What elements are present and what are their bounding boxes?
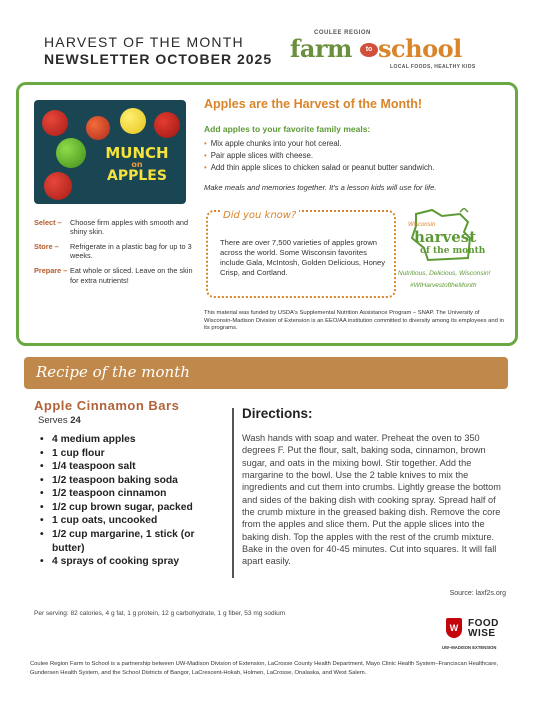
directions-title: Directions: [242, 406, 313, 421]
tip-key: Store – [34, 242, 59, 252]
header-subtitle: NEWSLETTER OCTOBER 2025 [44, 51, 273, 67]
harvest-logo-tagline: Nutritious, Delicious, Wisconsin! [398, 270, 491, 277]
tip-key: Prepare – [34, 266, 68, 276]
harvest-logo-word: harvest [414, 228, 477, 246]
recipe-band [24, 357, 508, 389]
logo-region-text: COULEE REGION [314, 30, 371, 36]
tip-key: Select – [34, 218, 62, 227]
uw-crest-icon: W [446, 618, 462, 638]
wisconsin-harvest-logo [398, 208, 510, 304]
tip-store [34, 242, 194, 260]
directions-text: Wash hands with soap and water. Preheat the oven to 350 degrees F. Put the flour, salt, baking soda, cinnamon, brown sugar, and oats in the mixing bowl. Stir together. Add the margarine to the bowl. Use the 2 table knives to mix the ingredients and cut them into crumbs. Lightly grease the bottom and sides of the baking dish with cooking spray. Spread half of the crumb mixture in the greased baking dish. Remove the core from the apples and slice them. Put the apple slices into the baking dish. Top the apples with the rest of the crumb mixture. Bake in the oven for 40-45 minutes. Cut into squares. It will fall apart easily. [242, 433, 501, 567]
did-you-know-title: Did you know? [220, 210, 299, 221]
recipe-source: Source: laxf2s.org [449, 590, 506, 597]
funding-statement: This material was funded by USDA's Supplemental Nutrition Assistance Program – SNAP. The University of Wisconsin-Madison Division of Extension is an EEO/AA institution committed to diversity among its employees and in its programs. [204, 310, 504, 332]
recipe-band-title: Recipe of the month [36, 363, 190, 381]
munch-on-apples-text [96, 146, 178, 183]
feature-title: Apples are the Harvest of the Month! [204, 97, 423, 111]
red-apple-icon [86, 116, 110, 140]
ingredient-item: • 1/4 teaspoon salt [38, 460, 228, 474]
list-item: • Pair apple slices with cheese. [204, 151, 434, 160]
header-title: HARVEST OF THE MONTH [44, 34, 244, 50]
feature-note: Make meals and memories together. It's a lesson kids will use for life. [204, 183, 437, 192]
logo-farm-text: farm [290, 34, 352, 63]
serves-line [38, 415, 81, 426]
ingredient-item: • 4 sprays of cooking spray [38, 555, 228, 569]
yellow-apple-icon [120, 108, 146, 134]
red-apple-icon [42, 110, 68, 136]
tip-select [34, 218, 194, 236]
tip-text: Choose firm apples with smooth and shiny skin. [70, 218, 189, 237]
red-apple-icon [154, 112, 180, 138]
list-item: • Mix apple chunks into your hot cereal. [204, 139, 434, 148]
foodwise-food: FOOD [468, 618, 499, 629]
green-apple-icon [56, 138, 86, 168]
logo-school-text: school [378, 34, 462, 63]
column-divider [232, 408, 234, 578]
logo-to-badge: to [360, 43, 378, 57]
feature-subtitle: Add apples to your favorite family meals: [204, 124, 371, 134]
newsletter-header [44, 34, 272, 67]
ingredient-item: • 1 cup oats, uncooked [38, 514, 228, 528]
ingredient-item: • 1/2 cup margarine, 1 stick (or butter) [38, 528, 228, 555]
serves-label: Serves [38, 415, 68, 426]
on-word: on [131, 160, 143, 169]
ingredient-item: • 4 medium apples [38, 433, 228, 447]
foodwise-extension: UW–MADISON EXTENSION [442, 645, 497, 650]
tip-text: Refrigerate in a plastic bag for up to 3 weeks. [70, 242, 192, 261]
ingredients-list [38, 433, 228, 569]
foodwise-logo [442, 618, 512, 660]
ingredient-item: • 1 cup flour [38, 447, 228, 461]
red-apple-icon [44, 172, 72, 200]
harvest-logo-sub: of the month [420, 246, 486, 256]
ingredient-item: • 1/2 teaspoon baking soda [38, 474, 228, 488]
logo-tagline: LOCAL FOODS, HEALTHY KIDS [390, 64, 476, 70]
tip-prepare [34, 266, 194, 284]
partnership-footer: Coulee Region Farm to School is a partnership between UW-Madison Division of Extension, LaCrosse County Health Department, Mayo Clinic Health System–Franciscan Healthcare, Gundersen Health System, and the School Districts of Bangor, LaCrescent-Hokah, Holmen, LaCrosse, Onalaska, and West Salem. [30, 661, 499, 676]
munch-word: MUNCH [105, 144, 169, 162]
ingredient-item: • 1/2 cup brown sugar, packed [38, 501, 228, 515]
serves-value: 24 [70, 415, 81, 426]
harvest-logo-state: Wisconsin [408, 222, 436, 228]
farm-to-school-logo [290, 30, 490, 74]
nutrition-info: Per serving: 82 calories, 4 g fat, 1 g protein, 12 g carbohydrate, 1 g fiber, 53 mg sodium [34, 610, 286, 617]
hero-image [34, 100, 186, 204]
foodwise-wise: WISE [468, 628, 496, 639]
recipe-title: Apple Cinnamon Bars [34, 398, 180, 413]
meal-ideas-list [204, 139, 434, 175]
did-you-know-box [206, 210, 396, 298]
apple-tips [34, 218, 194, 291]
did-you-know-text: There are over 7,500 varieties of apples grown across the world. Some Wisconsin favorites include Gala, McIntosh, Golden Delicious, Honey Crisp, and Cortland. [220, 238, 386, 277]
harvest-logo-hashtag: #WIHarvestoftheMonth [410, 282, 477, 289]
tip-text: Eat whole or sliced. Leave on the skin for extra nutrients! [70, 266, 193, 285]
list-item: • Add thin apple slices to chicken salad or peanut butter sandwich. [204, 163, 434, 172]
ingredient-item: • 1/2 teaspoon cinnamon [38, 487, 228, 501]
apples-word: APPLES [107, 168, 167, 184]
